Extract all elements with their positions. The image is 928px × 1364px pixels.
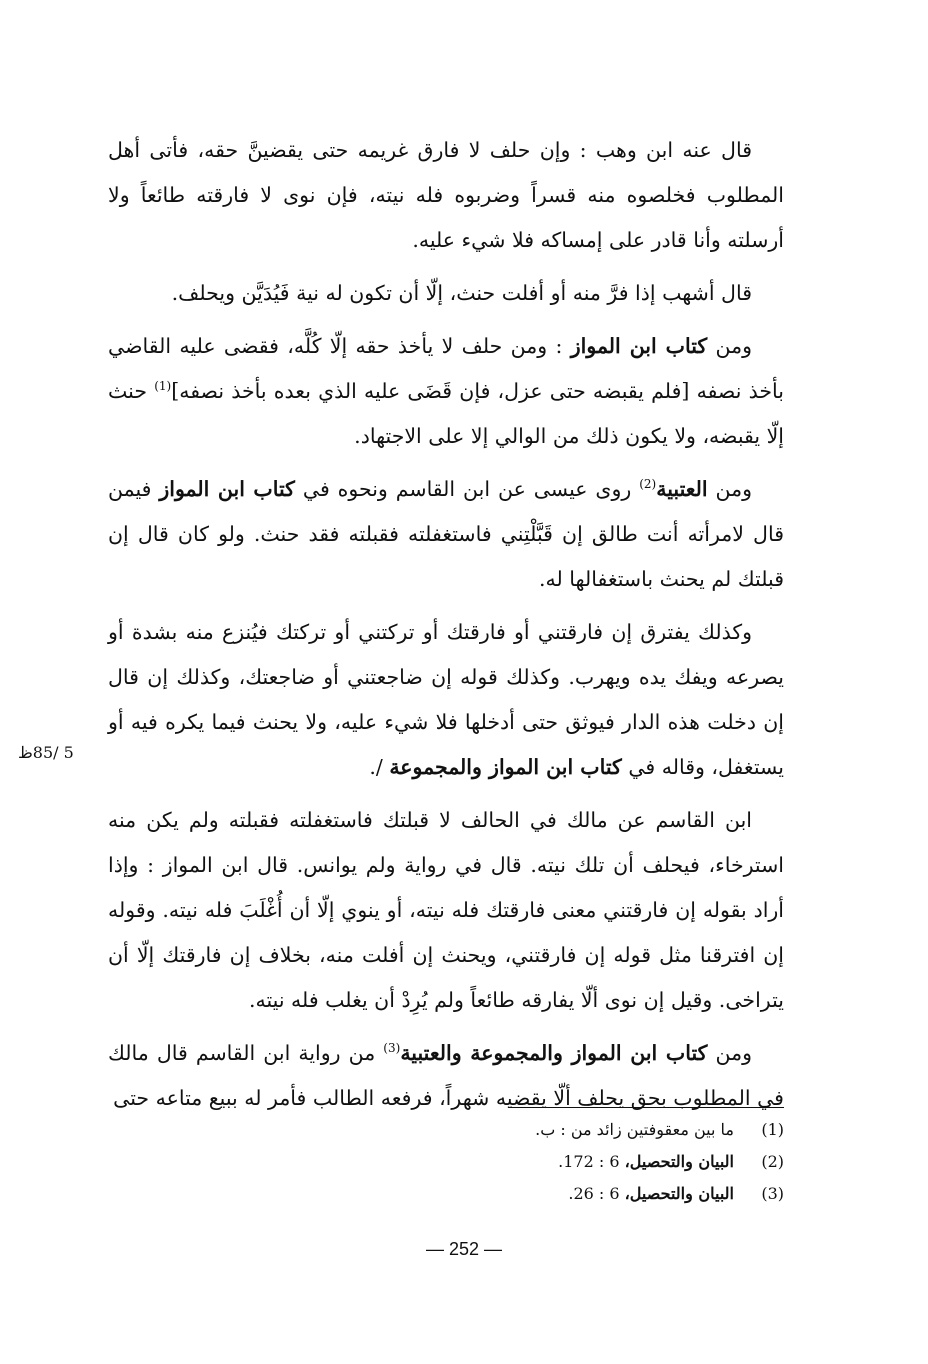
main-text — [108, 128, 784, 1129]
footnote-text — [400, 1114, 734, 1146]
book-title: كتاب ابن المواز — [570, 334, 708, 358]
footnote-text — [400, 1178, 734, 1210]
footnote-ref: (2) — [639, 477, 657, 492]
paragraph — [108, 467, 784, 602]
footnote-text — [400, 1146, 734, 1178]
text-run: قال عنه ابن وهب : وإن حلف لا فارق غريمه حتى يقضينَّ حقه، فأتى أهل المطلوب فخلصوه منه قسراً وضربوه فله نيته، فإن نوى لا فارقته طائعاً ولا أرسلته وأنا قادر على إمساكه فلا شيء عليه. — [108, 138, 784, 252]
footnote-detail: 6 : 26. — [568, 1184, 625, 1203]
footnote-separator — [508, 1107, 784, 1108]
footnote-ref: (1) — [154, 379, 172, 394]
footnote-source: البيان والتحصيل، — [624, 1184, 734, 1203]
text-run: فيمن قال لامرأته أنت طالق إن قَبَّلْتِني فاستغفلته فقبلته فقد حنث. ولو كان قال إن قبلتك لم يحنث باستغفالها له. — [108, 477, 784, 591]
footnote-number: (2) — [761, 1152, 784, 1171]
paragraph — [108, 271, 784, 316]
text-run: : ومن حلف لا يأخذ حقه إلّا كُلَّه، فقضى عليه القاضي بأخذ نصفه [فلم يقبضه حتى عزل، فإن قَضَى عليه الذي بعده بأخذ نصفه] — [108, 334, 784, 403]
footnote-number: (3) — [761, 1184, 784, 1203]
book-title: العتبية — [656, 477, 708, 501]
text-run: وكذلك يفترق إن فارقتني أو فارقتك أو تركتني أو تركتك فيُنزع منه بشدة أو يصرعه ويفك يده ويهرب. وكذلك قوله إن ضاجعتني أو ضاجعتك، وكذلك إن قال إن دخلت هذه الدار فيوثق حتى أدخلها فلا شيء عليه، ولا يحنث فيما يكره فيه أو يستغفل، وقاله في — [108, 620, 784, 779]
page-number: — 252 — — [425, 1239, 503, 1259]
footnote-source: البيان والتحصيل، — [624, 1152, 734, 1171]
text-run: ومن — [707, 477, 753, 501]
text-run: حنث إلّا يقبضه، ولا يكون ذلك من الوالي إلا على الاجتهاد. — [108, 379, 784, 448]
book-title: كتاب ابن المواز والمجموعة — [389, 755, 622, 779]
book-title: كتاب ابن المواز — [159, 477, 295, 501]
footnote-detail: ما بين معقوفتين زائد من : ب. — [535, 1120, 734, 1139]
text-run: ابن القاسم عن مالك في الحالف لا قبلتك فاستغفلته فقبلته ولم يكن منه استرخاء، فيحلف أن تلك نيته. قال في رواية ولم يوانس. قال ابن المواز : وإذا أراد بقوله إن فارقتني معنى فارقتك فله نيته، أو ينوي إلّا أن أُغْلَبَ فله نيته. وقوله إن افترقنا مثل قوله إن فارقتني، ويحنث إن أفلت منه، بخلاف إن فارقتك إلّا أن يتراخى. وقيل إن نوى ألّا يفارقه طائعاً ولم يُرِدْ أن يغلب فله نيته. — [108, 808, 784, 1012]
text-run: ومن — [707, 334, 752, 358]
text-run: من رواية ابن القاسم قال مالك في المطلوب بحق يحلف ألّا يقضيه شهراً، فرفعه الطالب فأمر له ببيع متاعه حتى — [108, 1041, 784, 1110]
book-title: كتاب ابن المواز والمجموعة والعتبية — [400, 1041, 708, 1065]
paragraph — [108, 324, 784, 459]
footnote — [400, 1114, 784, 1146]
footnote — [400, 1178, 784, 1210]
paragraph — [108, 798, 784, 1023]
text-run: ومن — [707, 1041, 752, 1065]
footnotes — [400, 1114, 784, 1210]
manuscript-folio-marker: 5 /85ظ — [18, 743, 74, 762]
footnote-number: (1) — [761, 1120, 784, 1139]
footnote-ref: (3) — [383, 1041, 401, 1056]
paragraph — [108, 610, 784, 790]
text-run: قال أشهب إذا فرَّ منه أو أفلت حنث، إلّا أن تكون له نية فَيُدَيَّن ويحلف. — [171, 281, 752, 305]
paragraph — [108, 128, 784, 263]
footnote — [400, 1146, 784, 1178]
text-run: /. — [369, 755, 390, 779]
footnote-detail: 6 : 172. — [558, 1152, 625, 1171]
text-run: روى عيسى عن ابن القاسم ونحوه في — [294, 477, 640, 501]
